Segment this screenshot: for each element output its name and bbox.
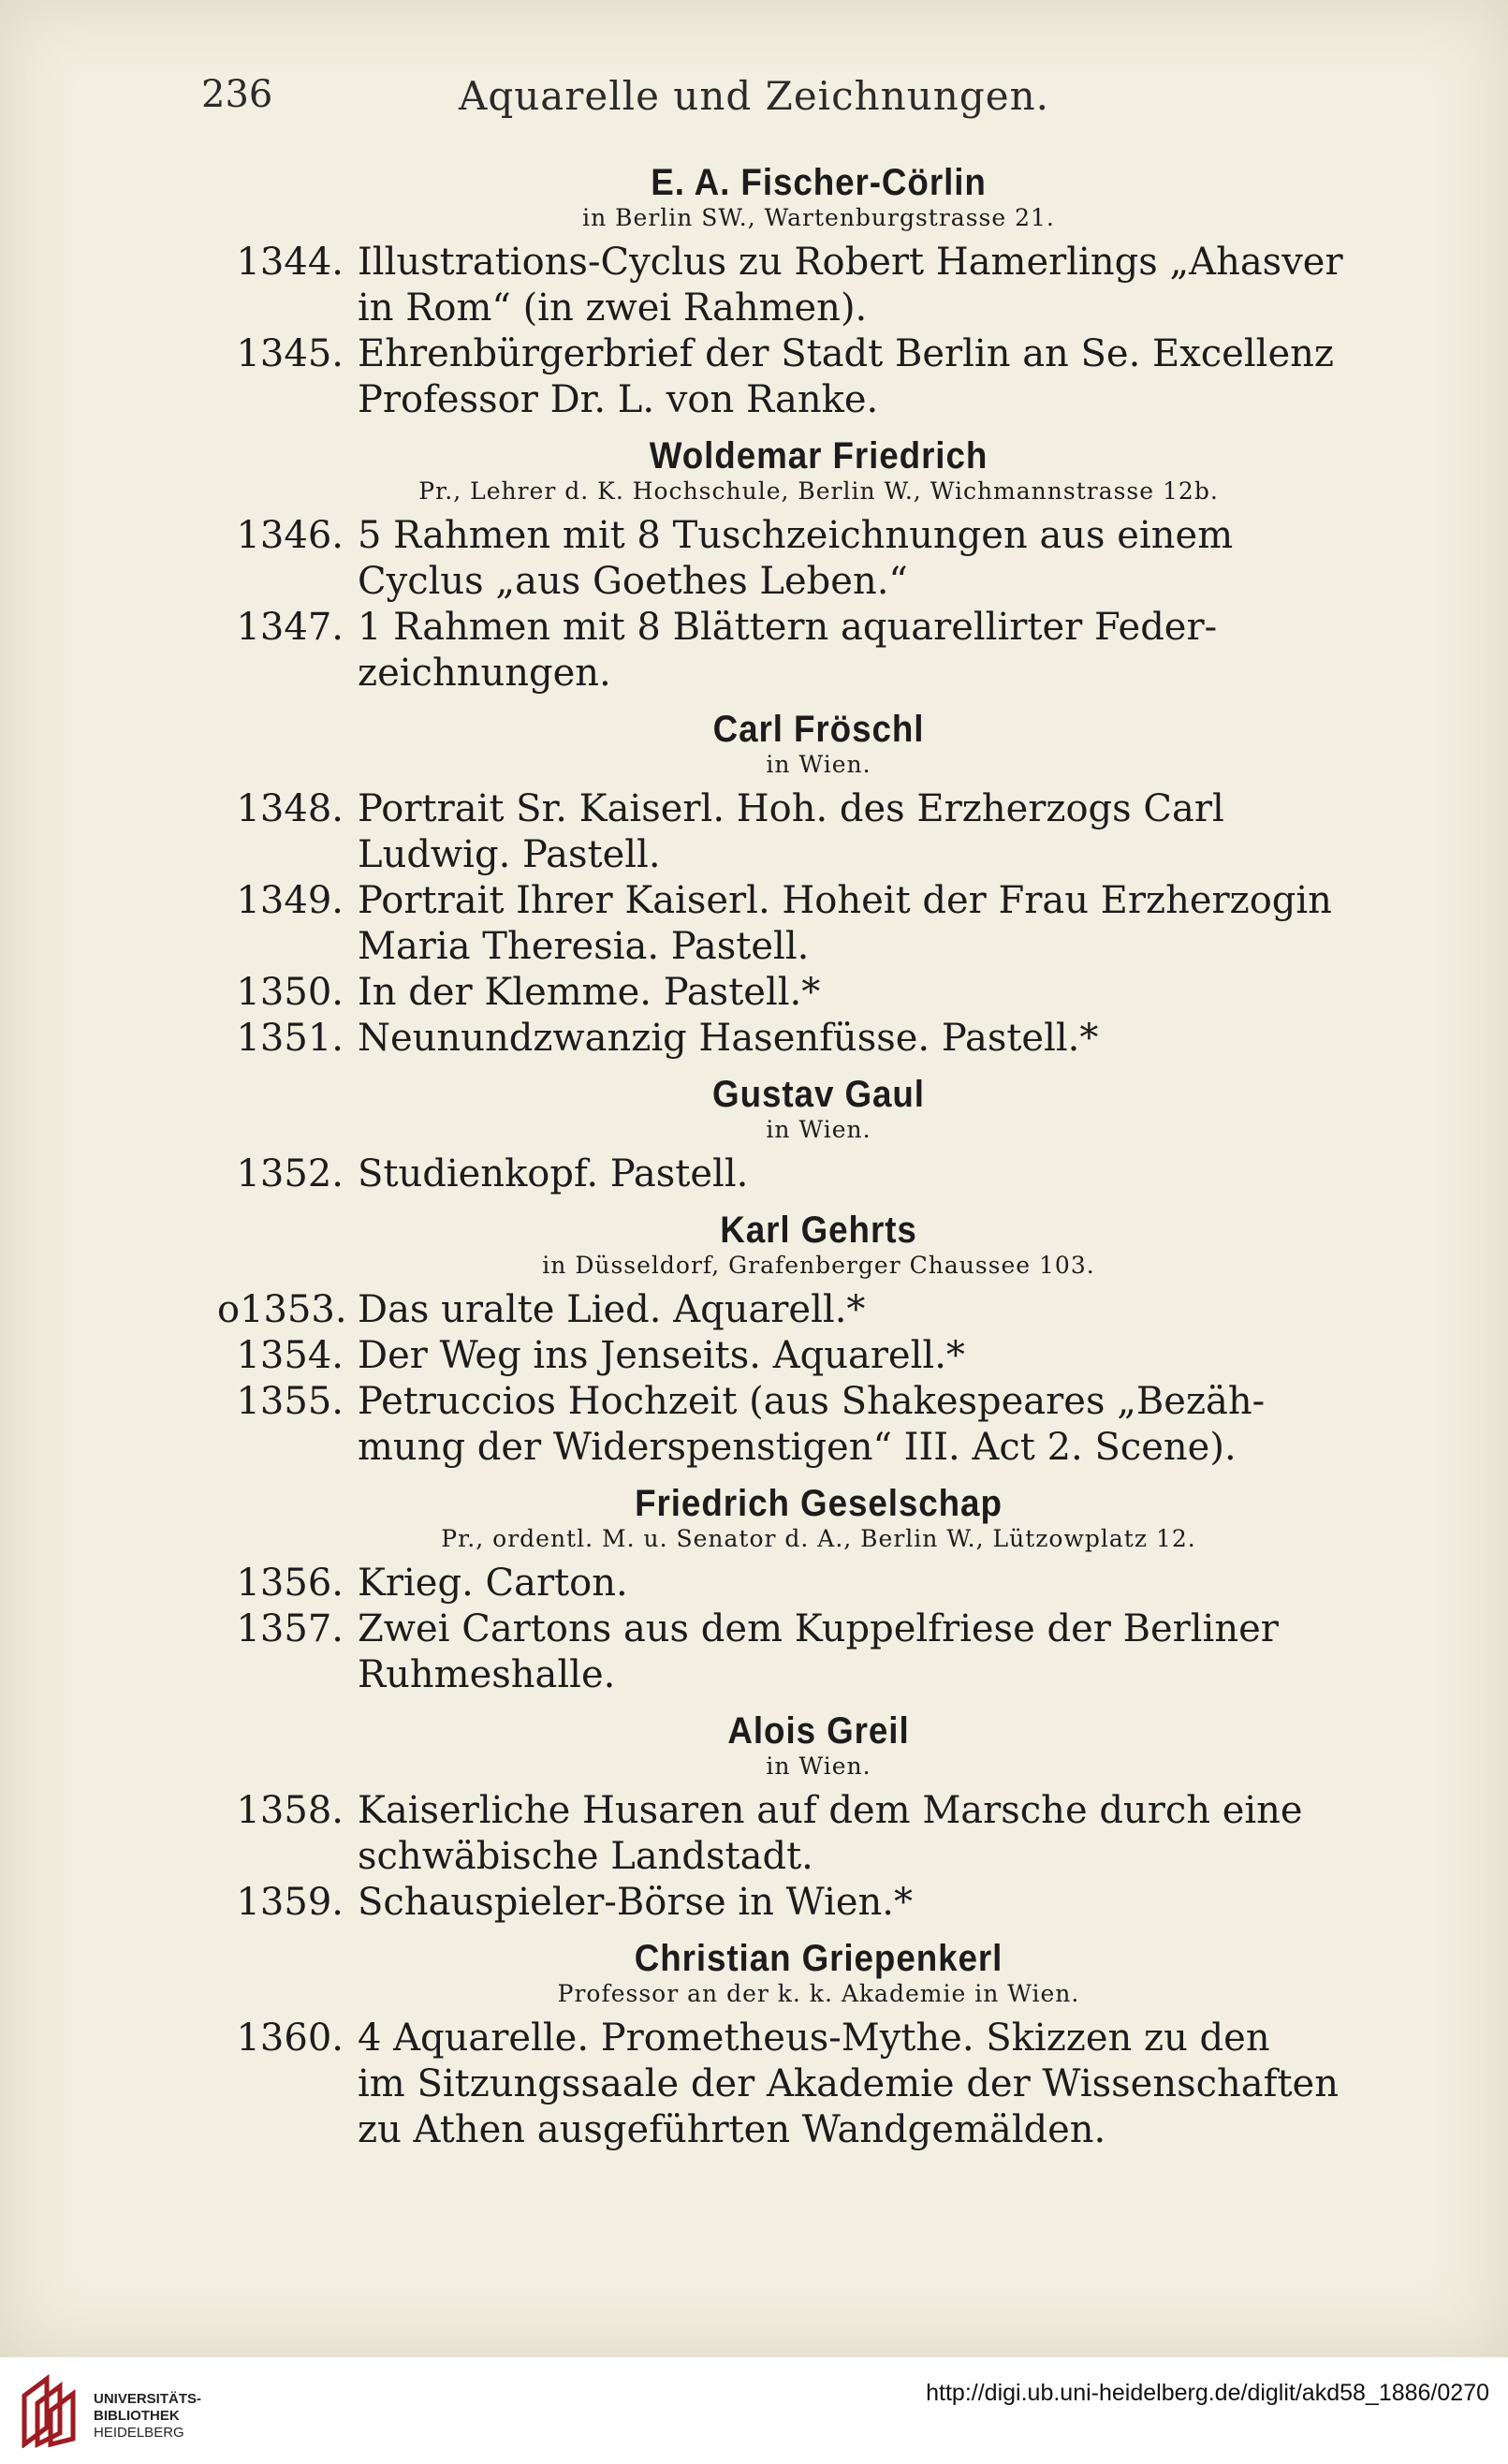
catalogue-entry (217, 1788, 1420, 1880)
catalogue-entry (217, 1606, 1420, 1698)
catalogue-entry (217, 605, 1420, 697)
entry-text-line: Portrait Ihrer Kaiserl. Hoheit der Frau Erzherzogin (358, 879, 1332, 922)
artist-heading (217, 1209, 1420, 1280)
catalogue-entry (217, 331, 1420, 423)
entry-text-line: Der Weg ins Jenseits. Aquarell.* (358, 1334, 965, 1377)
running-title: Aquarelle und Zeichnungen. (459, 73, 1049, 119)
artist-address: Pr., Lehrer d. K. Hochschule, Berlin W., Wichmannstrasse 12b. (418, 477, 1219, 505)
entry-text-line: Maria Theresia. Pastell. (358, 925, 810, 968)
entry-text-line: Krieg. Carton. (358, 1562, 628, 1605)
artist-name: Friedrich Geselschap (635, 1483, 1003, 1524)
entry-text-line: Studienkopf. Pastell. (358, 1152, 749, 1195)
entry-number: 1346. (236, 514, 344, 557)
entry-number: 1350. (236, 971, 344, 1014)
entry-number: 1360. (236, 2017, 344, 2060)
entry-text-line: Kaiserliche Husaren auf dem Marsche durch eine (358, 1789, 1303, 1832)
entry-text-line: zeichnungen. (358, 652, 611, 695)
catalogue-entry (217, 2016, 1420, 2153)
source-url-link[interactable]: http://digi.ub.uni-heidelberg.de/diglit/akd58_1886/0270 (926, 2380, 1489, 2406)
entry-text-line: 1 Rahmen mit 8 Blättern aquarellirter Feder- (358, 606, 1218, 649)
catalogue-entry (217, 1561, 1420, 1606)
entry-text-line: in Rom“ (in zwei Rahmen). (358, 286, 868, 330)
catalogue-entry (217, 1287, 1420, 1333)
artist-name: Christian Griepenkerl (634, 1938, 1003, 1979)
entry-number: 1351. (236, 1017, 344, 1060)
catalogue-entry (217, 1379, 1420, 1471)
entry-number: 1348. (236, 787, 344, 830)
artist-address: in Berlin SW., Wartenburgstrasse 21. (582, 204, 1055, 231)
entry-text-line: schwäbische Landstadt. (358, 1835, 813, 1878)
catalogue-entry (217, 1333, 1420, 1379)
library-name-line-2: BIBLIOTHEK (94, 2408, 180, 2424)
entry-number: 1357. (236, 1607, 344, 1650)
entry-text-line: Professor Dr. L. von Ranke. (358, 378, 879, 421)
artist-name: Karl Gehrts (720, 1210, 917, 1251)
entry-text-line: 4 Aquarelle. Prometheus-Mythe. Skizzen zu den (358, 2017, 1270, 2060)
artist-heading (217, 161, 1420, 232)
artist-heading (217, 434, 1420, 506)
entry-text-line: Zwei Cartons aus dem Kuppelfriese der Berliner (358, 1607, 1279, 1650)
footer (0, 2357, 1508, 2464)
artist-address: Pr., ordentl. M. u. Senator d. A., Berlin W., Lützowplatz 12. (441, 1525, 1196, 1552)
artist-address: in Wien. (766, 751, 871, 778)
entry-number: 1358. (236, 1789, 344, 1832)
entry-number: 1349. (236, 879, 344, 922)
entry-text-line: zu Athen ausgeführten Wandgemälden. (358, 2108, 1106, 2151)
catalogue-content (217, 161, 1420, 2164)
entry-text-line: 5 Rahmen mit 8 Tuschzeichnungen aus einem (358, 514, 1234, 557)
catalogue-entry (217, 970, 1420, 1016)
entry-text-line: Petruccios Hochzeit (aus Shakespeares „Bezäh- (358, 1380, 1266, 1423)
entry-text-line: Ruhmeshalle. (358, 1653, 616, 1696)
library-logo[interactable] (19, 2367, 202, 2456)
entry-text-line: Neunundzwanzig Hasenfüsse. Pastell.* (358, 1017, 1099, 1060)
entry-text-line: Cyclus „aus Goethes Leben.“ (358, 560, 908, 603)
entry-number: 1352. (236, 1152, 344, 1195)
artist-section (217, 1209, 1420, 1471)
artist-heading (217, 1709, 1420, 1781)
artist-address: in Wien. (766, 1116, 871, 1143)
entry-text-line: im Sitzungssaale der Akademie der Wissenschaften (358, 2062, 1339, 2105)
artist-section (217, 434, 1420, 697)
artist-name: Carl Fröschl (712, 709, 925, 750)
entry-number: 1355. (236, 1380, 344, 1423)
catalogue-entry (217, 240, 1420, 331)
artist-section (217, 1709, 1420, 1926)
entry-text-line: Das uralte Lied. Aquarell.* (358, 1288, 866, 1331)
catalogue-entry (217, 1151, 1420, 1197)
catalogue-entry (217, 513, 1420, 605)
artist-name: Alois Greil (727, 1710, 910, 1752)
artist-section (217, 708, 1420, 1062)
artist-address: in Wien. (766, 1753, 871, 1780)
artist-name: E. A. Fischer-Cörlin (651, 162, 987, 203)
library-name (94, 2391, 202, 2442)
entry-text-line: Illustrations-Cyclus zu Robert Hamerlings „Ahasver (358, 241, 1343, 284)
entry-number: 1347. (236, 606, 344, 649)
artist-section (217, 1073, 1420, 1197)
entry-text-line: Ludwig. Pastell. (358, 833, 661, 876)
artist-address: in Düsseldorf, Grafenberger Chaussee 103. (542, 1252, 1095, 1279)
artist-name: Gustav Gaul (712, 1074, 925, 1115)
catalogue-entry (217, 878, 1420, 970)
artist-address: Professor an der k. k. Akademie in Wien. (557, 1980, 1080, 2007)
entry-text-line: Portrait Sr. Kaiserl. Hoh. des Erzherzogs Carl (358, 787, 1224, 830)
entry-number: o1353. (217, 1288, 347, 1331)
artist-heading (217, 1073, 1420, 1144)
entry-number: 1356. (236, 1562, 344, 1605)
artist-section (217, 1482, 1420, 1698)
library-logo-icon (19, 2371, 86, 2448)
artist-heading (217, 708, 1420, 779)
entry-text-line: Schauspieler-Börse in Wien.* (358, 1881, 914, 1924)
artist-name: Woldemar Friedrich (649, 435, 988, 477)
entry-number: 1344. (236, 241, 344, 284)
library-name-line-3: HEIDELBERG (94, 2425, 184, 2441)
catalogue-entry (217, 1880, 1420, 1926)
entry-text-line: Ehrenbürgerbrief der Stadt Berlin an Se. Excellenz (358, 332, 1334, 375)
entry-number: 1345. (236, 332, 344, 375)
catalogue-entry (217, 786, 1420, 878)
artist-section (217, 1937, 1420, 2153)
catalogue-entry (217, 1016, 1420, 1062)
library-name-line-1: UNIVERSITÄTS- (94, 2391, 202, 2407)
artist-heading (217, 1937, 1420, 2008)
page-number: 236 (201, 73, 273, 116)
artist-section (217, 161, 1420, 423)
entry-text-line: mung der Widerspenstigen“ III. Act 2. Scene). (358, 1426, 1237, 1469)
artist-heading (217, 1482, 1420, 1553)
entry-number: 1359. (236, 1881, 344, 1924)
page-header (201, 73, 1307, 129)
entry-number: 1354. (236, 1334, 344, 1377)
entry-text-line: In der Klemme. Pastell.* (358, 971, 821, 1014)
